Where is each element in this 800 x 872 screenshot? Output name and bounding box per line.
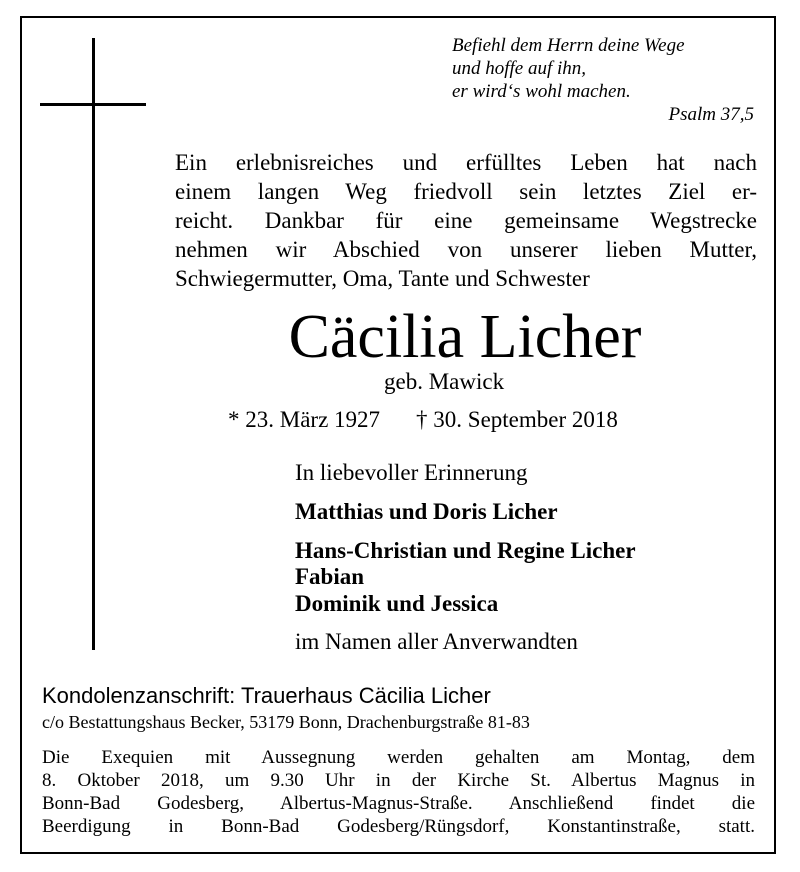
intro-line: reicht. Dankbar für eine gemeinsame Wegstrecke bbox=[175, 208, 757, 233]
psalm-quote bbox=[452, 34, 754, 126]
psalm-line: Befiehl dem Herrn deine Wege bbox=[452, 35, 685, 56]
intro-line: Ein erlebnisreiches und erfülltes Leben hat nach bbox=[175, 150, 757, 175]
birth-name: geb. Mawick bbox=[384, 369, 505, 394]
mourners-intro: In liebevoller Erinnerung bbox=[295, 460, 528, 485]
intro-line: nehmen wir Abschied von unserer lieben Mutter, bbox=[175, 237, 757, 262]
psalm-line: er wird‘s wohl machen. bbox=[452, 81, 631, 102]
intro-line: Schwiegermutter, Oma, Tante und Schwester bbox=[175, 266, 590, 291]
mourner-name: Matthias und Doris Licher bbox=[295, 499, 558, 524]
death-date: † 30. September 2018 bbox=[416, 407, 618, 432]
intro-text bbox=[175, 148, 757, 293]
condolence-address: c/o Bestattungshaus Becker, 53179 Bonn, Drachenburgstraße 81-83 bbox=[42, 712, 530, 732]
mourner-name: Fabian bbox=[295, 564, 365, 589]
mourner-name: Hans-Christian und Regine Licher bbox=[295, 538, 636, 563]
mourner-name: Dominik und Jessica bbox=[295, 591, 499, 616]
psalm-line: und hoffe auf ihn, bbox=[452, 58, 587, 79]
life-dates bbox=[228, 405, 618, 435]
birth-date: * 23. März 1927 bbox=[228, 407, 381, 432]
service-line: Die Exequien mit Aussegnung werden gehalten am Montag, dem bbox=[42, 747, 755, 768]
mourners-closing: im Namen aller Anverwandten bbox=[295, 629, 578, 654]
service-info bbox=[42, 746, 755, 838]
cross-icon-crossbar bbox=[40, 103, 146, 106]
psalm-reference: Psalm 37,5 bbox=[668, 104, 754, 125]
service-line: 8. Oktober 2018, um 9.30 Uhr in der Kirche St. Albertus Magnus in bbox=[42, 770, 755, 791]
intro-line: einem langen Weg friedvoll sein letztes Ziel er- bbox=[175, 179, 757, 204]
service-line: Beerdigung in Bonn-Bad Godesberg/Rüngsdorf, Konstantinstraße, statt. bbox=[42, 816, 755, 837]
service-line: Bonn-Bad Godesberg, Albertus-Magnus-Straße. Anschließend findet die bbox=[42, 793, 755, 814]
condolence-label: Kondolenzanschrift: Trauerhaus Cäcilia Licher bbox=[42, 683, 491, 708]
deceased-name: Cäcilia Licher bbox=[288, 303, 642, 371]
